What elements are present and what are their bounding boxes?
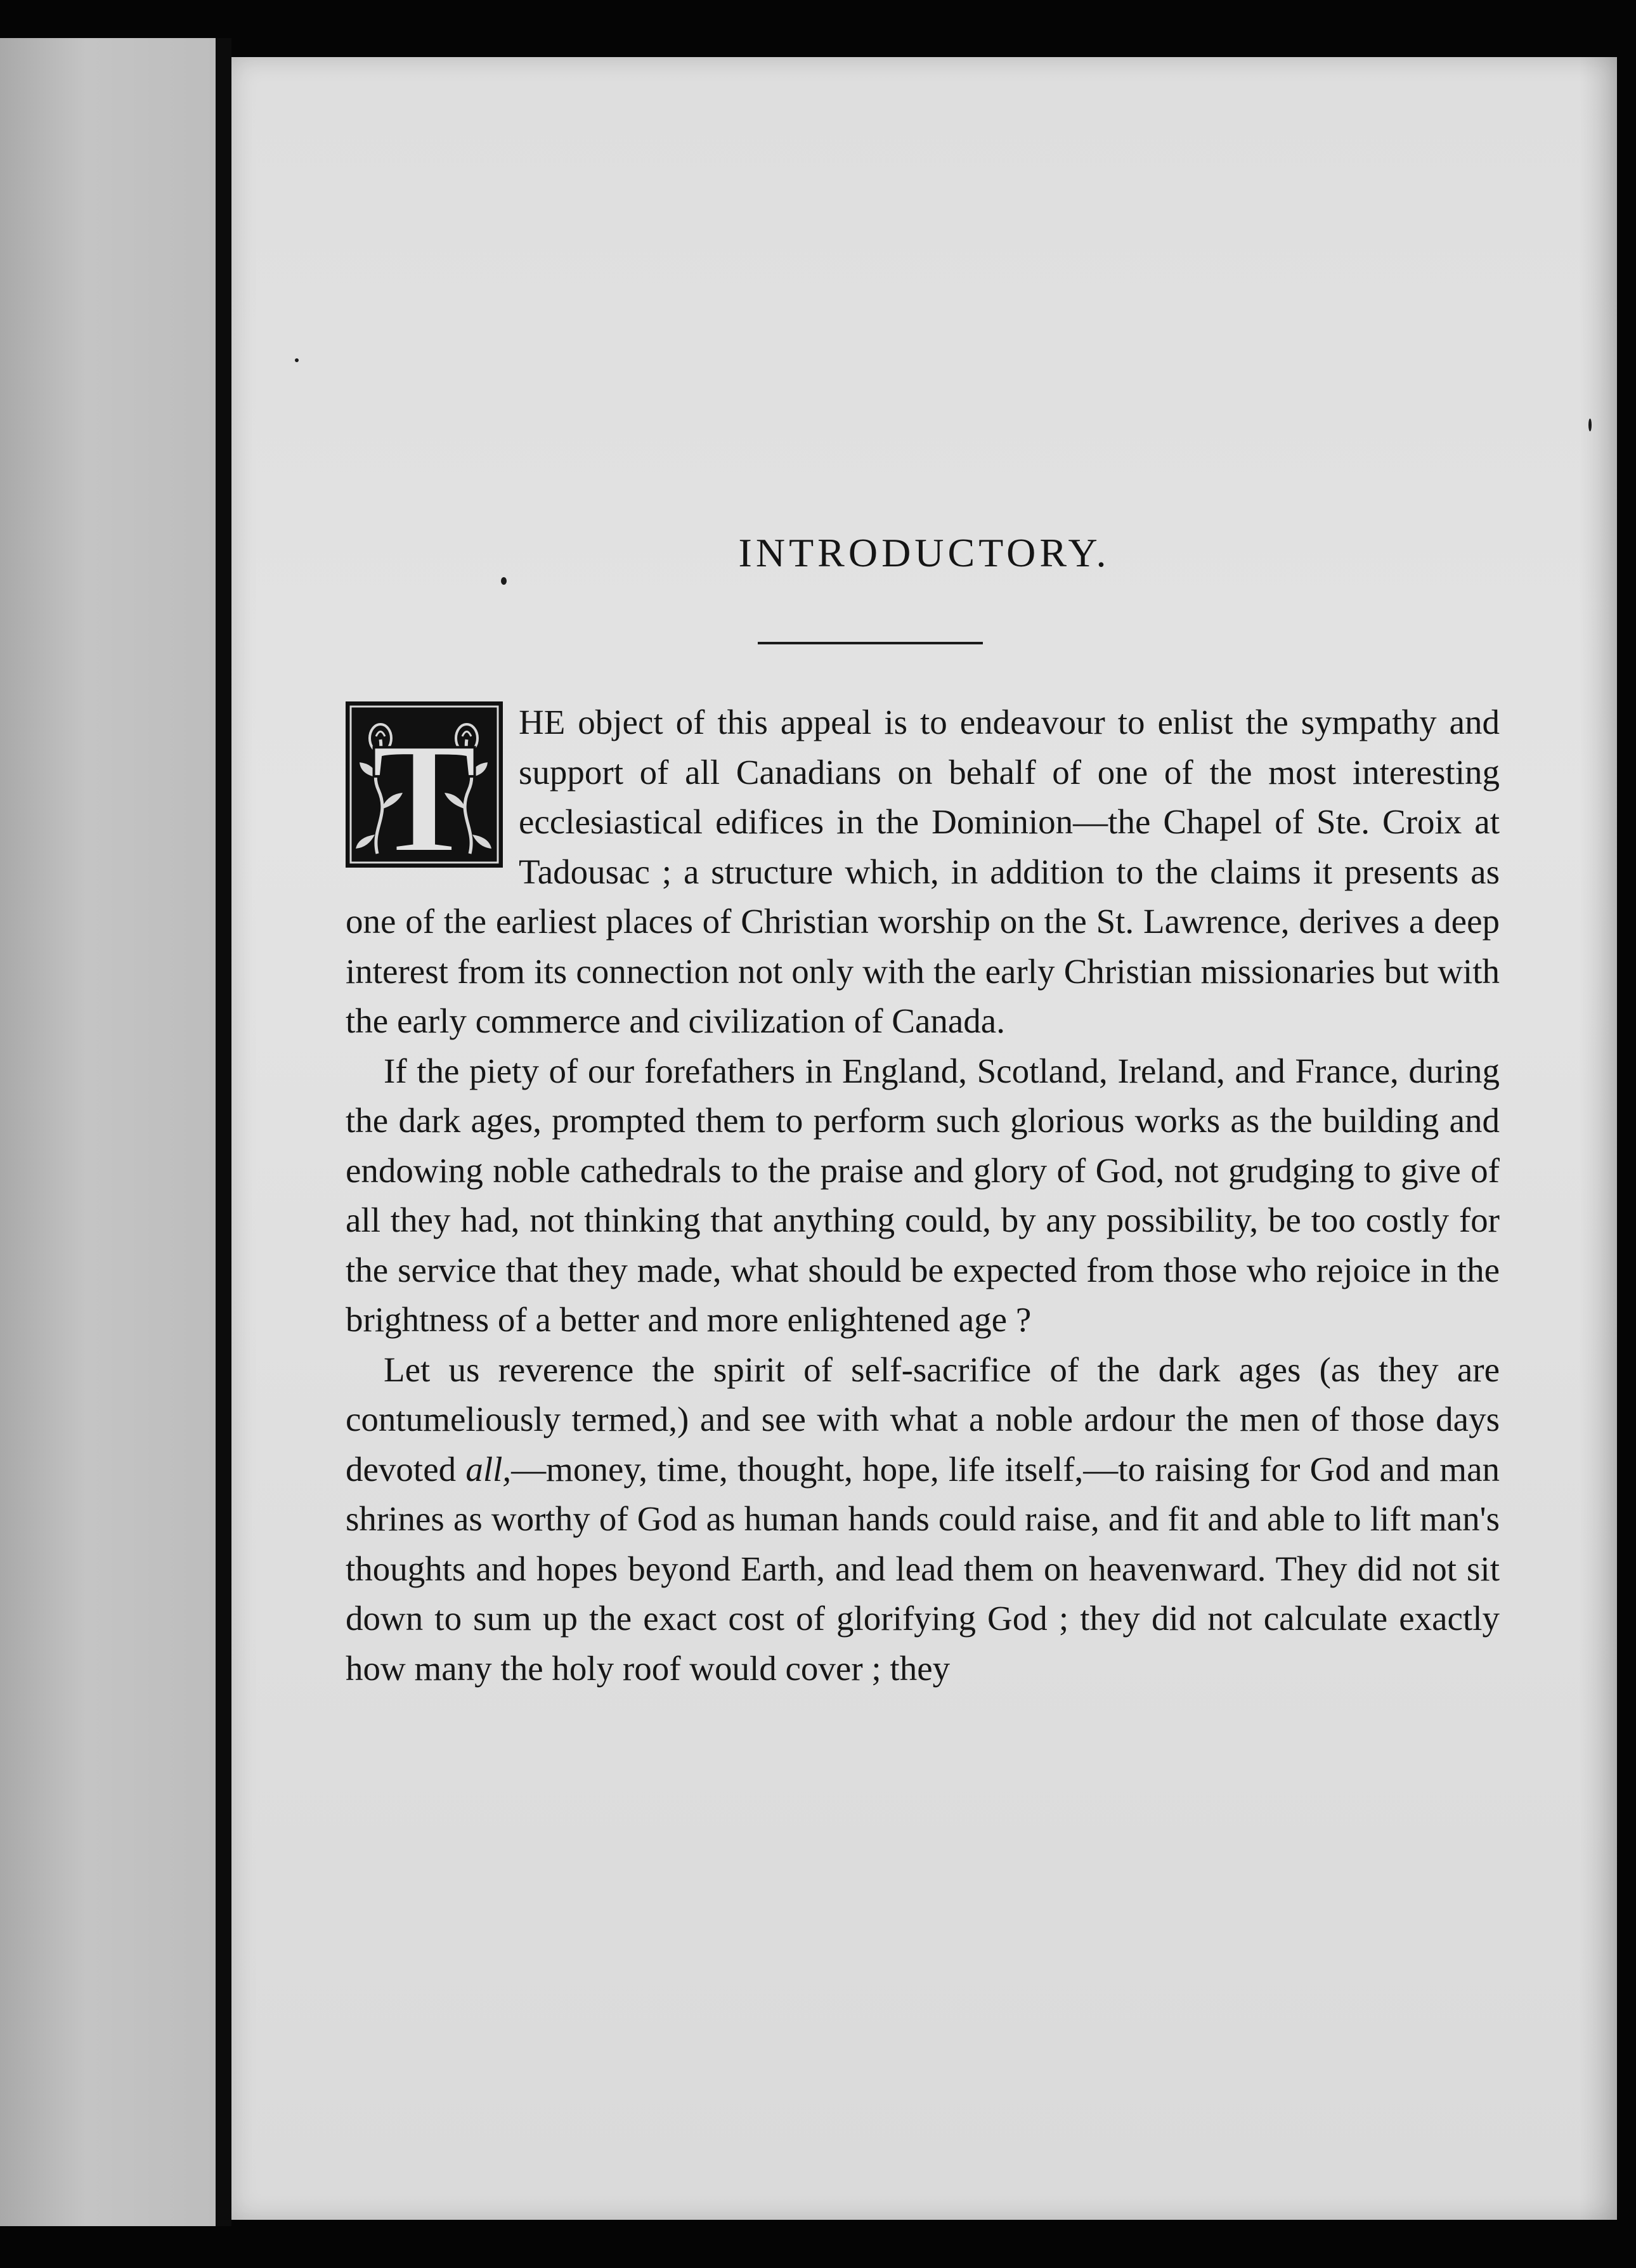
svg-text:T: T — [371, 710, 477, 868]
paragraph-3-start: Let us reverence the spirit of self-sacrifice of the dark ages (as they are contumeliously termed,) and see with what a noble ardour the men of those days devoted — [346, 1350, 1500, 1489]
page-edge-shading — [1579, 57, 1617, 2220]
paragraph-3-end: —money, time, thought, hope, life itself,—to raising for God and man shrines as worthy of God as human hands could raise, and fit and able to lift man's thoughts and hopes beyond Earth, and lead them on heavenward. They did not sit down to sum up the exact cost of glorifying God ; they did not calculate exactly how many the holy roof would cover ; they — [346, 1449, 1500, 1688]
previous-page-edge — [0, 38, 216, 2226]
paragraph-1-text: HE object of this appeal is to endeavour to enlist the sympathy and support of all Canadians on behalf of one of the most interesting ecclesiastical edifices in the Dominion—the Chapel of Ste. Croix at Tadousac ; a structure which, in addition to the claims it presents as one of the earliest places of Christian worship on the St. Lawrence, derives a deep interest from its connection not only with the early Christian missionaries but with the early commerce and civilization of Canada. — [346, 703, 1500, 1040]
ornament-initial-icon — [346, 701, 503, 868]
page — [231, 57, 1617, 2220]
scan-speck — [1588, 419, 1592, 431]
paragraph-3 — [346, 1345, 1500, 1694]
emphasis-all: all, — [465, 1449, 512, 1489]
gutter-shadow — [216, 38, 231, 2226]
decorated-initial-t — [346, 701, 503, 868]
body-text — [346, 698, 1500, 1693]
page-heading: INTRODUCTORY. — [738, 530, 1110, 575]
scan-speck — [501, 577, 507, 585]
heading-rule — [758, 642, 983, 644]
paragraph-1 — [346, 698, 1500, 1046]
paragraph-2: If the piety of our forefathers in England, Scotland, Ireland, and France, during the dark ages, prompted them to perform such glorious works as the building and endowing noble cathedrals to the praise and glory of God, not grudging to give of all they had, not thinking that anything could, by any possibility, be too costly for the service that they made, what should be expected from those who rejoice in the brightness of a better and more enlightened age ? — [346, 1051, 1500, 1339]
scan-speck — [295, 358, 299, 362]
